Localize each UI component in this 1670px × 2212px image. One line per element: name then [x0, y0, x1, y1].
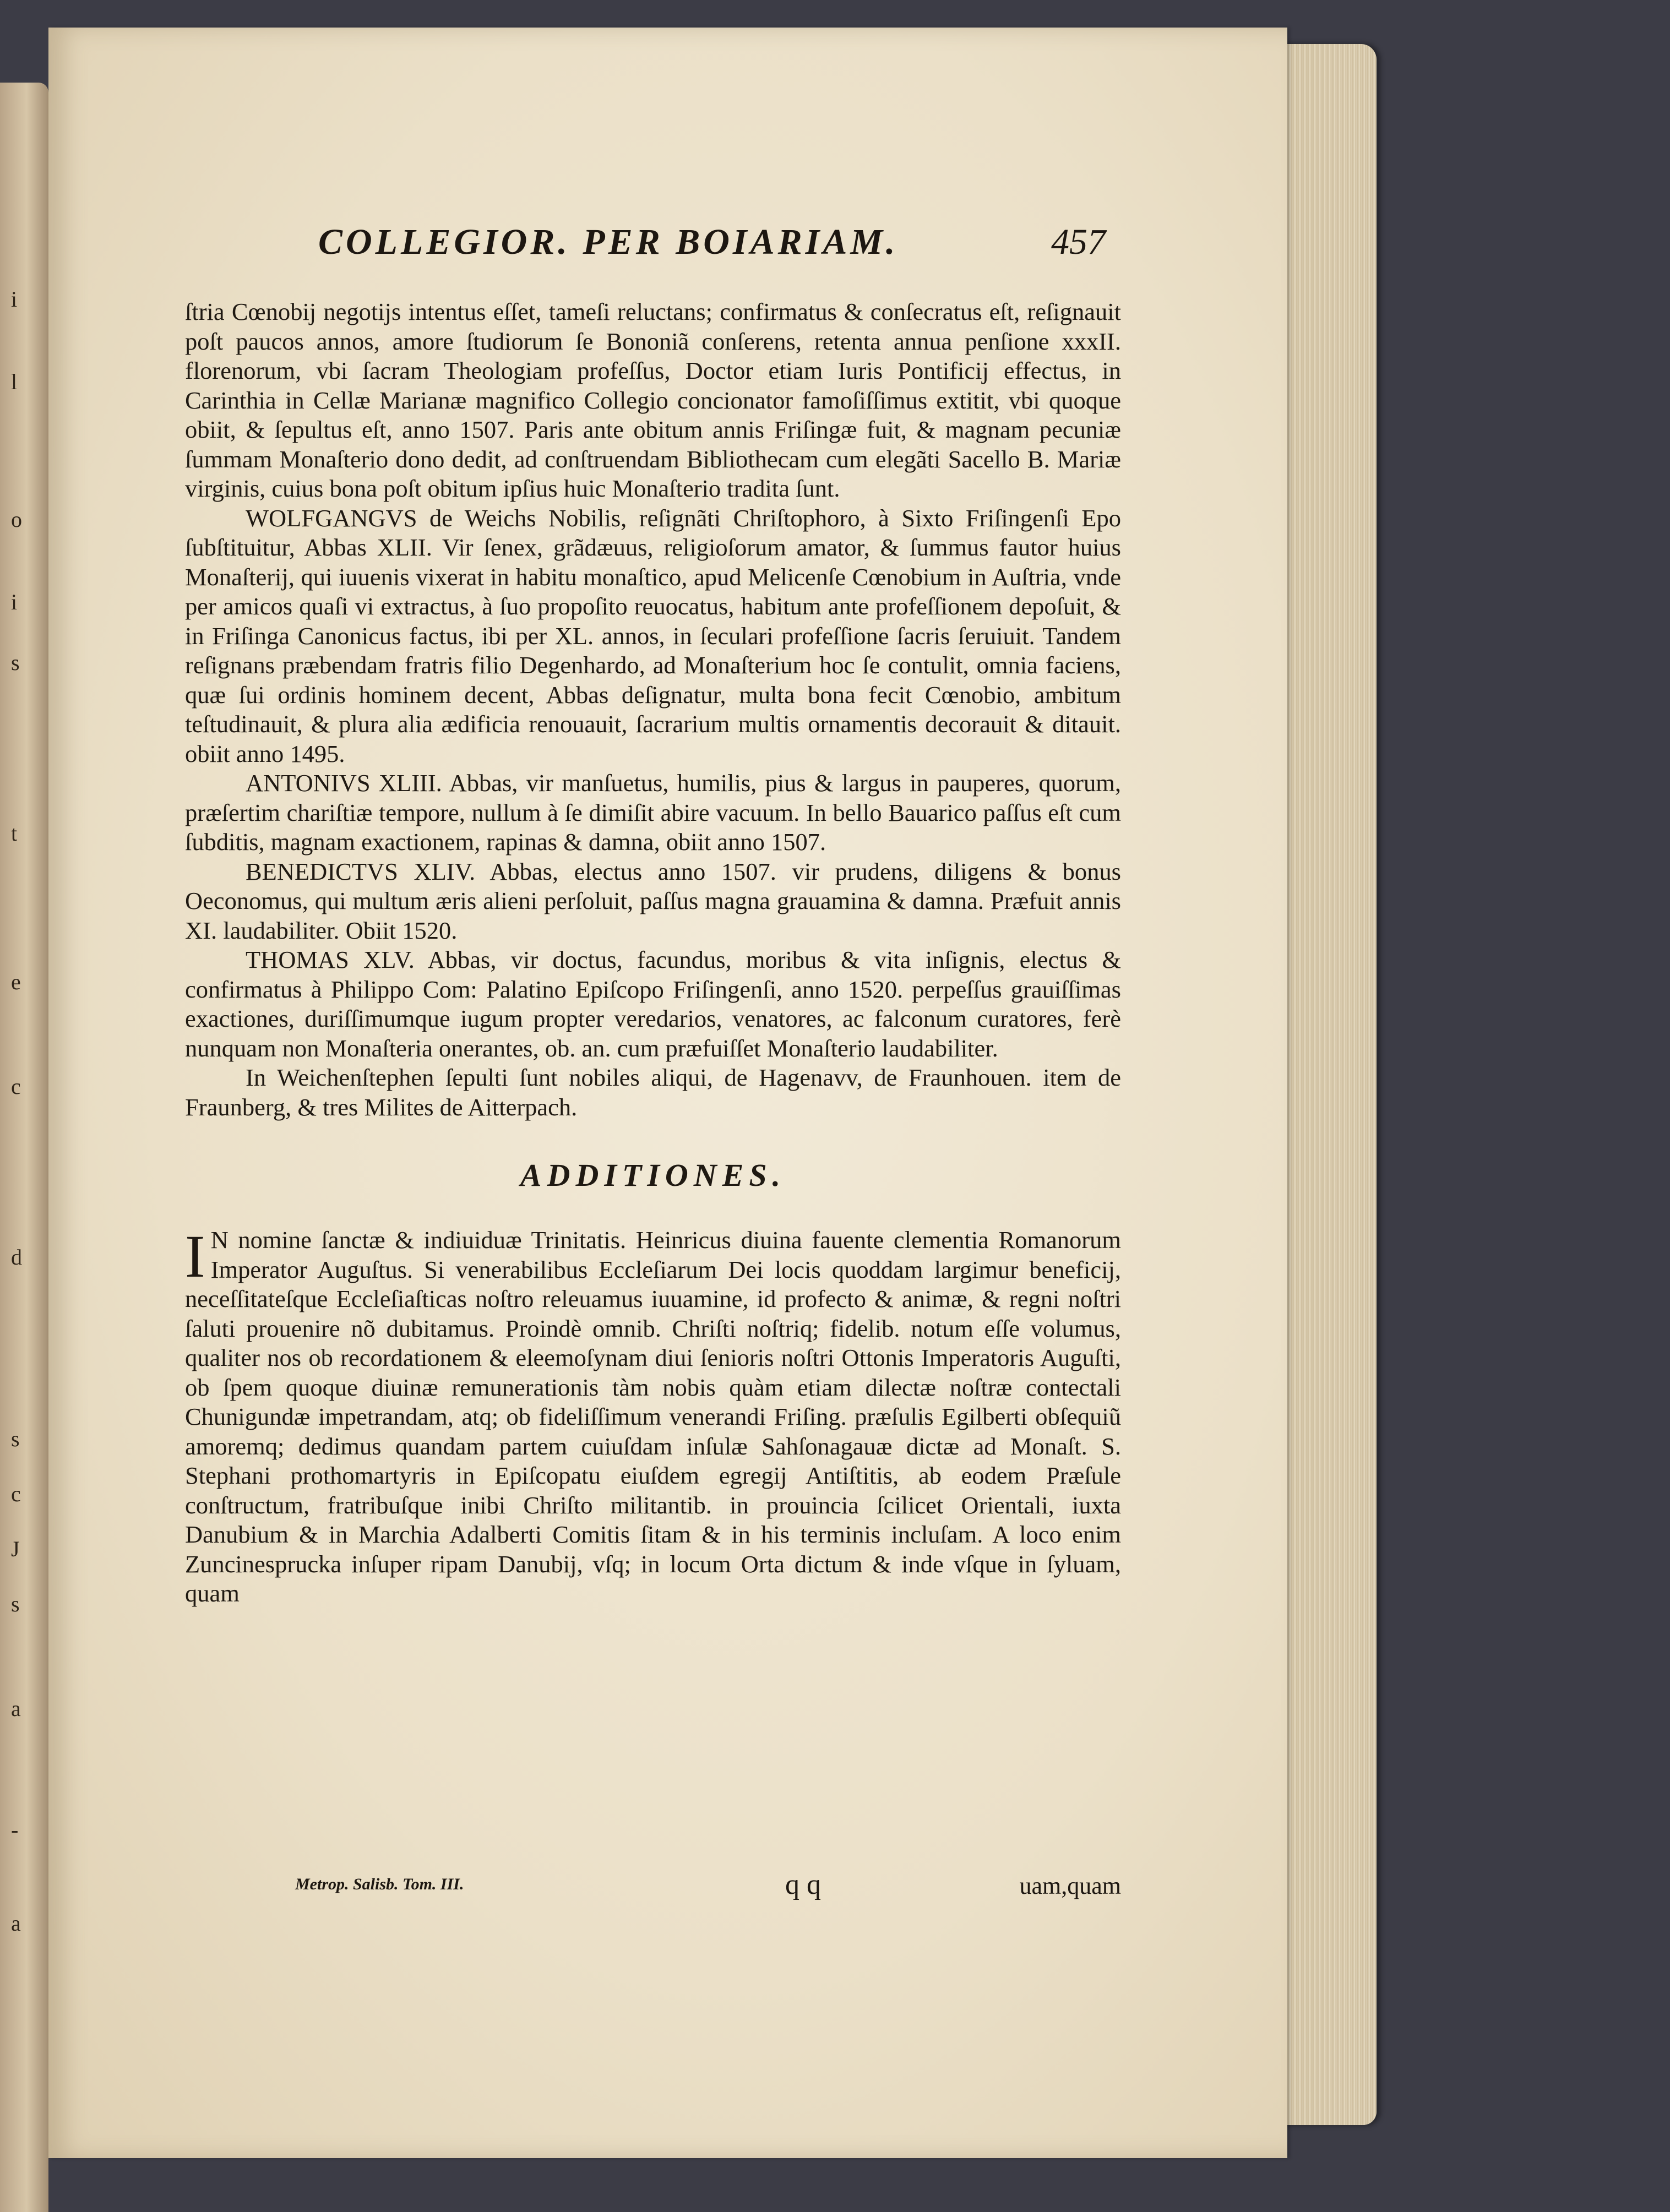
paragraph: In Weichenſtephen ſepulti ſunt nobiles aliqui, de Hagenavv, de Fraunhouen. item de Fraunberg, & tres Milites de Aitterpach. [185, 1064, 1121, 1121]
paragraph: BENEDICTVS XLIV. Abbas, electus anno 1507. vir prudens, diligens & bonus Oeconomus, qui multum æris alieni perſoluit, paſſus magna grauamina & damna. Præfuit annis XI. laudabiliter. Obiit 1520. [185, 857, 1121, 944]
page-header [318, 221, 1106, 271]
left-page-fragment: s [11, 1592, 20, 1616]
paragraph: ANTONIVS XLIII. Abbas, vir manſuetus, humilis, pius & largus in pauperes, quorum, præſertim chariſtiæ tempore, nullum à ſe dimiſit abire vacuum. In bello Bauarico paſſus eſt cum ſubditis, magnam exactionem, rapinas & damna, obiit anno 1507. [185, 769, 1121, 856]
left-page-fragment: i [11, 590, 18, 614]
page-footer [185, 1869, 1121, 1910]
signature-line: Metrop. Salisb. Tom. III. [295, 1875, 464, 1893]
left-page-fragment: d [11, 1245, 22, 1270]
main-text [185, 297, 1121, 1609]
book-page [48, 28, 1287, 2158]
left-page-fragment: l [11, 369, 18, 394]
left-page-fragment: e [11, 969, 21, 994]
left-page-fragment: a [11, 1911, 21, 1936]
running-head: COLLEGIOR. PER BOIARIAM. [318, 222, 899, 262]
left-page-fragment: s [11, 650, 20, 675]
left-page-fragment: o [11, 507, 22, 532]
catchword: uam,quam [1019, 1872, 1121, 1899]
section-title: ADDITIONES. [520, 1157, 786, 1193]
page-block-edge [1272, 44, 1377, 2125]
page-number: 457 [1051, 222, 1106, 262]
additiones-paragraph [185, 1225, 1121, 1609]
drop-cap: I [185, 1223, 205, 1290]
left-page-fragment: i [11, 287, 18, 312]
left-page-fragment: c [11, 1074, 21, 1099]
paragraph: WOLFGANGVS de Weichs Nobilis, reſignãti Chriſtophoro, à Sixto Friſingenſi Epo ſubſtituitur, Abbas XLII. Vir ſenex, grãdæuus, religioſorum amator, & ſummus fautor huius Monaſterij, qui iuuenis vixerat in habitu monaſtico, apud Melicenſe Cœnobium in Auſtria, vnde per amicos quaſi vi extractus, à ſuo propoſito reuocatus, habitum ante profeſſionem depoſuit, & in Friſinga Canonicus factus, ibi per XL. annos, in ſeculari profeſſione ſacris ſeruiuit. Tandem reſignans præbendam fratris filio Degenhardo, ad Monaſterium hoc ſe contulit, omnia faciens, quæ ſui ordinis hominem decent, Abbas deſignatur, multa bona fecit Cœnobio, ambitum teſtudinauit, & plura alia ædificia renouauit, ſacrarium multis ornamentis decorauit & ditauit. obiit anno 1495. [185, 504, 1121, 767]
quire-mark: q q [785, 1869, 821, 1900]
left-page-fragment: a [11, 1696, 21, 1721]
additiones-text: N nomine ſanctæ & indiuiduæ Trinitatis. Heinricus diuina fauente clementia Romanorum Imperator Auguſtus. Si venerabilibus Eccleſiarum Dei locis quoddam largimur beneficij, neceſſitateſque Eccleſiaſticas noſtro releuamus iuuamine, id profecto & animæ, & regni noſtri ſaluti prouenire nõ dubitamus. Proindè omnib. Chriſti noſtriq; fidelib. notum eſſe volumus, qualiter nos ob recordationem & eleemoſynam diui ſenioris noſtri Ottonis Imperatoris Auguſti, ob ſpem quoque diuinæ remunerationis tàm nobis quàm etiam dilectæ noſtræ contectali Chunigundæ impetrandam, atq; ob fideliſſimum venerandi Friſing. præſulis Egilberti obſequiũ amoremq; dedimus quandam partem cuiuſdam inſulæ Sahſonagauæ dictæ ad Monaſt. S. Stephani prothomartyris in Epiſcopatu eiuſdem egregij Antiſtitis, ab eodem Præſule conſtructum, fratribuſque inibi Chriſto militantib. in prouincia ſcilicet Orientali, iuxta Danubium & in Marchia Adalberti Comitis ſitam & in his terminis incluſam. A loco enim Zuncinesprucka inſuper ripam Danubij, vſq; in locum Orta dictum & inde vſque in ſyluam, quam [185, 1226, 1121, 1607]
left-page-fragment: c [11, 1481, 21, 1506]
left-page-fragment: J [11, 1537, 20, 1561]
paragraph: THOMAS XLV. Abbas, vir doctus, facundus, moribus & vita inſignis, electus & confirmatus à Philippo Com: Palatino Epiſcopo Friſingenſi, anno 1520. perpeſſus grauiſſimas exactiones, duriſſimumque iugum propter veredarios, venatores, ac falconum curatores, ferè nunquam non Monaſteria onerantes, ob. an. cum præfuiſſet Monaſterio laudabiliter. [185, 946, 1121, 1062]
left-page-edge [0, 83, 48, 2212]
left-page-fragment: - [11, 1817, 19, 1842]
paragraph: ſtria Cœnobij negotijs intentus eſſet, tameſi reluctans; confirmatus & conſecratus eſt, reſignauit poſt paucos annos, amore ſtudiorum ſe Bononiã conſerens, retenta annua penſione xxxII. florenorum, vbi ſacram Theologiam profeſſus, Doctor etiam Iuris Pontificij effectus, in Carinthia in Cellæ Marianæ magnifico Collegio concionator famoſiſſimus extitit, vbi quoque obiit, & ſepultus eſt, anno 1507. Paris ante obitum annis Friſingæ fuit, & magnam pecuniæ ſummam Monaſterio dono dedit, ad conſtruendam Bibliothecam cum elegãti Sacello B. Mariæ virginis, cuius bona poſt obitum ipſius huic Monaſterio tradita ſunt. [185, 298, 1121, 502]
left-page-fragment: t [11, 821, 18, 846]
left-page-fragment: s [11, 1426, 20, 1451]
